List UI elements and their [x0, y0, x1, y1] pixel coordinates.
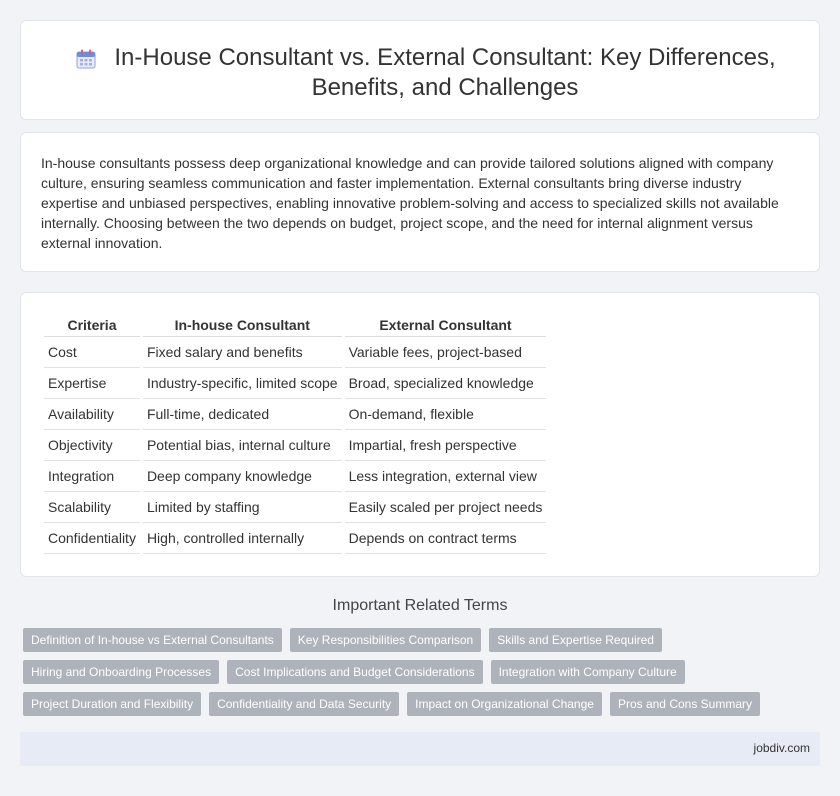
table-cell: Expertise: [44, 368, 140, 399]
table-row: [44, 337, 546, 368]
table-cell: Availability: [44, 399, 140, 430]
table-cell: Depends on contract terms: [345, 523, 547, 554]
related-term-tag[interactable]: Pros and Cons Summary: [610, 692, 760, 716]
related-term-tag[interactable]: Integration with Company Culture: [491, 660, 685, 684]
related-terms-title: Important Related Terms: [332, 597, 508, 614]
header-card: [20, 20, 820, 120]
comparison-table: [41, 313, 549, 554]
table-cell: Industry-specific, limited scope: [143, 368, 342, 399]
intro-paragraph: In-house consultants possess deep organizational knowledge and can provide tailored solutions aligned with company culture, ensuring seamless communication and faster implementation. External consultants bring diverse industry expertise and unbiased perspectives, enabling innovative problem-solving and access to specialized skills not available internally. Choosing between the two depends on budget, project scope, and the need for internal alignment versus external innovation.: [41, 155, 779, 251]
related-term-tag[interactable]: Skills and Expertise Required: [489, 628, 662, 652]
title-wrap: [21, 43, 819, 103]
table-row: [44, 368, 546, 399]
related-term-tag[interactable]: Definition of In-house vs External Consultants: [23, 628, 282, 652]
column-header-criteria: Criteria: [44, 313, 140, 337]
tag-row: [23, 692, 823, 716]
related-term-tag[interactable]: Key Responsibilities Comparison: [290, 628, 481, 652]
table-cell: Less integration, external view: [345, 461, 547, 492]
related-term-tag[interactable]: Cost Implications and Budget Considerations: [227, 660, 482, 684]
table-cell: Limited by staffing: [143, 492, 342, 523]
table-cell: Potential bias, internal culture: [143, 430, 342, 461]
table-cell: High, controlled internally: [143, 523, 342, 554]
related-terms-list: [23, 628, 823, 724]
table-cell: Deep company knowledge: [143, 461, 342, 492]
column-header-inhouse: In-house Consultant: [143, 313, 342, 337]
footer-site-link[interactable]: jobdiv.com: [753, 741, 810, 755]
table-cell: Impartial, fresh perspective: [345, 430, 547, 461]
column-header-external: External Consultant: [345, 313, 547, 337]
tag-row: [23, 660, 823, 684]
table-cell: On-demand, flexible: [345, 399, 547, 430]
table-cell: Cost: [44, 337, 140, 368]
table-cell: Easily scaled per project needs: [345, 492, 547, 523]
footer: [20, 732, 820, 766]
table-cell: Full-time, dedicated: [143, 399, 342, 430]
table-row: [44, 430, 546, 461]
table-row: [44, 461, 546, 492]
table-cell: Broad, specialized knowledge: [345, 368, 547, 399]
table-cell: Confidentiality: [44, 523, 140, 554]
comparison-card: [20, 292, 820, 577]
tag-row: [23, 628, 823, 652]
calendar-icon: [75, 48, 97, 70]
related-term-tag[interactable]: Hiring and Onboarding Processes: [23, 660, 219, 684]
table-row: [44, 523, 546, 554]
related-term-tag[interactable]: Confidentiality and Data Security: [209, 692, 399, 716]
related-term-tag[interactable]: Project Duration and Flexibility: [23, 692, 201, 716]
table-header-row: [44, 313, 546, 337]
table-cell: Integration: [44, 461, 140, 492]
table-row: [44, 399, 546, 430]
table-cell: Fixed salary and benefits: [143, 337, 342, 368]
table-cell: Objectivity: [44, 430, 140, 461]
table-row: [44, 492, 546, 523]
page-title: In-House Consultant vs. External Consultant: Key Differences, Benefits, and Challenges: [114, 44, 776, 101]
table-cell: Scalability: [44, 492, 140, 523]
intro-card: [20, 132, 820, 272]
related-term-tag[interactable]: Impact on Organizational Change: [407, 692, 602, 716]
table-cell: Variable fees, project-based: [345, 337, 547, 368]
